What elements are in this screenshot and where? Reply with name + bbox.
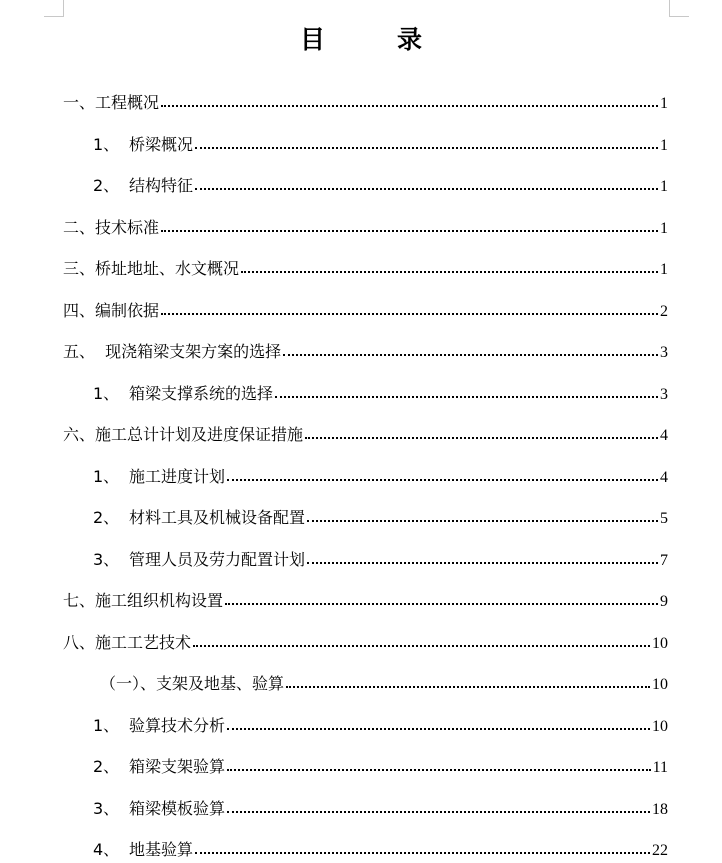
toc-leader (161, 229, 658, 232)
toc-entry-text: 一、工程概况 (63, 93, 160, 112)
toc-leader (275, 395, 658, 398)
toc-entry-number: 1、 (93, 715, 120, 735)
toc-leader (227, 478, 658, 481)
toc-entry-1-2[interactable] (0, 170, 722, 196)
toc-leader (193, 644, 650, 647)
toc-leader (227, 810, 650, 813)
toc-leader (286, 685, 650, 688)
toc-leader (241, 270, 658, 273)
toc-entry-5-1[interactable] (0, 378, 722, 404)
toc-page-number: 10 (652, 676, 668, 693)
toc-entry-8-3[interactable] (0, 793, 722, 819)
toc-entry-text: 箱梁模板验算 (129, 798, 226, 818)
toc-page-number: 11 (652, 759, 668, 776)
toc-entry-number: 1、 (93, 466, 120, 486)
toc-entry-3[interactable] (0, 253, 722, 279)
toc-entry-8-section-1[interactable] (0, 668, 722, 694)
crop-mark-top-left-horizontal (44, 16, 64, 17)
toc-page-number: 9 (660, 593, 668, 610)
toc-entry-4[interactable] (0, 295, 722, 321)
toc-entry-8-1[interactable] (0, 710, 722, 736)
toc-entry-number: 3、 (93, 549, 120, 569)
toc-entry-number: 4、 (93, 840, 120, 859)
toc-leader (305, 436, 658, 439)
toc-entry-7[interactable] (0, 585, 722, 611)
toc-entry-text: 管理人员及劳力配置计划 (129, 549, 306, 569)
toc-page-number: 3 (660, 385, 668, 403)
toc-page-number: 1 (660, 178, 668, 195)
toc-leader (227, 727, 650, 730)
toc-leader (307, 561, 658, 564)
toc-entry-8[interactable] (0, 627, 722, 653)
toc-leader (195, 187, 658, 190)
toc-entry-text: 八、施工工艺技术 (63, 632, 192, 652)
toc-page-number: 4 (660, 468, 668, 486)
toc-entry-text: 五、 现浇箱梁支架方案的选择 (63, 342, 282, 361)
toc-title-char-1: 目 (299, 25, 325, 54)
toc-page-number: 7 (660, 551, 668, 569)
toc-entry-text: 六、施工总计计划及进度保证措施 (63, 425, 304, 444)
toc-title (0, 20, 722, 56)
toc-page-number: 22 (652, 842, 668, 859)
toc-entry-1-1[interactable] (0, 129, 722, 155)
toc-page-number: 1 (660, 261, 668, 278)
toc-leader (195, 146, 658, 149)
toc-page-number: 18 (652, 800, 668, 818)
toc-entry-text: 桥梁概况 (129, 134, 194, 154)
crop-mark-top-left-vertical (63, 0, 64, 17)
toc-leader (195, 851, 650, 854)
toc-entry-6-1[interactable] (0, 461, 722, 487)
toc-page-number: 10 (652, 717, 668, 735)
toc-page-number: 3 (660, 344, 668, 361)
toc-page-number: 5 (660, 510, 668, 527)
toc-entry-6-2[interactable] (0, 502, 722, 528)
toc-page-number: 1 (660, 95, 668, 112)
toc-leader (161, 312, 658, 315)
toc-leader (283, 353, 658, 356)
crop-mark-top-right-horizontal (669, 16, 689, 17)
toc-entry-number: 2、 (93, 757, 120, 776)
toc-entry-text: 二、技术标准 (63, 217, 160, 237)
toc-entry-8-2[interactable] (0, 751, 722, 777)
toc-entry-number: 1、 (93, 383, 120, 403)
toc-title-char-2: 录 (397, 25, 423, 54)
toc-entry-text: 地基验算 (129, 840, 194, 859)
toc-entry-5[interactable] (0, 336, 722, 362)
toc-entry-1[interactable] (0, 87, 722, 113)
toc-leader (307, 519, 658, 522)
toc-entry-text: 材料工具及机械设备配置 (129, 508, 306, 527)
crop-mark-top-right-vertical (669, 0, 670, 17)
toc-page-number: 1 (660, 136, 668, 154)
toc-entry-number: 3、 (93, 798, 120, 818)
toc-entry-8-4[interactable] (0, 834, 722, 860)
toc-entry-number: 2、 (93, 508, 120, 527)
toc-page-number: 1 (660, 219, 668, 237)
toc-page-number: 10 (652, 634, 668, 652)
toc-entry-text: 结构特征 (129, 176, 194, 195)
toc-entry-text: 四、编制依据 (63, 300, 160, 320)
toc-entry-number: 2、 (93, 176, 120, 195)
toc-leader (225, 602, 658, 605)
toc-entry-number: 1、 (93, 134, 120, 154)
toc-entry-text: 施工进度计划 (129, 466, 226, 486)
toc-entry-2[interactable] (0, 212, 722, 238)
toc-leader (227, 768, 651, 771)
toc-leader (161, 104, 658, 107)
toc-page-number: 4 (660, 427, 668, 444)
toc-entry-text: 三、桥址地址、水文概况 (63, 259, 240, 278)
toc-entry-text: 箱梁支架验算 (129, 757, 226, 776)
toc-entry-6-3[interactable] (0, 544, 722, 570)
toc-entry-text: 验算技术分析 (129, 715, 226, 735)
toc-page-number: 2 (660, 302, 668, 320)
toc-entry-6[interactable] (0, 419, 722, 445)
toc-entry-text: 箱梁支撑系统的选择 (129, 383, 274, 403)
toc-entry-text: （一）、支架及地基、验算 (100, 674, 285, 693)
toc-entry-text: 七、施工组织机构设置 (63, 591, 224, 610)
